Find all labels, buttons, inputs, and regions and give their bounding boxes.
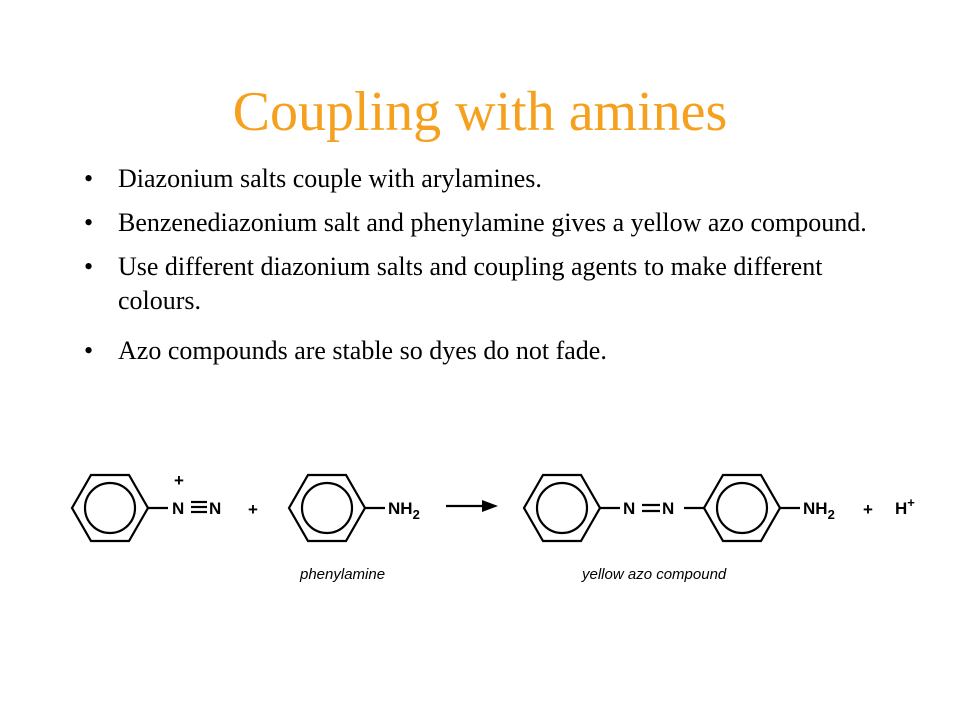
plus-sign-1: +: [248, 500, 258, 519]
diazonium-nitrogen-1: N: [172, 499, 185, 518]
slide-title: Coupling with amines: [232, 81, 728, 143]
bullet-item: [84, 206, 884, 240]
bullet-text: Azo compounds are stable so dyes do not fade.: [118, 336, 607, 365]
bullet-dot: •: [84, 164, 94, 193]
benzene-ring-phenylamine: [289, 475, 385, 541]
azo-nitrogen-2: N: [662, 499, 675, 518]
diazonium-charge: +: [174, 471, 184, 490]
bullet-list: [84, 162, 884, 368]
bullet-item: [84, 162, 884, 196]
reaction-arrow: [446, 500, 498, 512]
caption-yellow-azo-compound: yellow azo compound: [582, 566, 727, 583]
diazonium-nitrogen-2: N: [209, 499, 222, 518]
benzene-ring-product-right: [684, 475, 800, 541]
caption-phenylamine: phenylamine: [300, 566, 386, 583]
azo-double-bond: [642, 505, 660, 511]
bullet-text: Benzenediazonium salt and phenylamine gives a yellow azo compound.: [118, 208, 867, 237]
reaction-scheme: [0, 440, 960, 600]
amine-group: $NH_2$: [388, 499, 420, 522]
bullet-text: Use different diazonium salts and coupling agents to make different colours.: [118, 252, 823, 315]
product-amine-group: $NH_2$: [803, 499, 835, 522]
bullet-dot: •: [84, 336, 94, 365]
bullet-item: [84, 334, 884, 368]
bullet-dot: •: [84, 208, 94, 237]
bullet-text: Diazonium salts couple with arylamines.: [118, 164, 542, 193]
benzene-ring-diazonium: [72, 475, 168, 541]
triple-bond: [191, 502, 207, 512]
bullet-dot: •: [84, 252, 94, 281]
benzene-ring-product-left: [524, 475, 620, 541]
plus-sign-2: +: [863, 500, 873, 519]
bullet-item: [84, 250, 884, 318]
azo-nitrogen-1: N: [623, 499, 636, 518]
proton: H+: [895, 495, 915, 518]
